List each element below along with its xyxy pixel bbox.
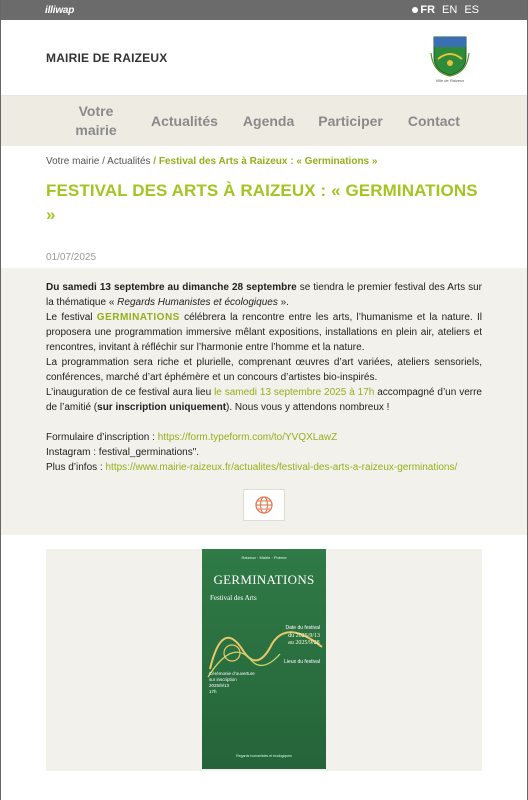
- form-line: [46, 430, 482, 445]
- paragraph-inauguration: [46, 385, 482, 415]
- poster-opening: Cérémonie d’ouverture sur inscription 2025/9/13 17h: [209, 671, 255, 694]
- festival-text-start: Le festival: [46, 312, 97, 323]
- form-label: Formulaire d’inscription :: [46, 432, 158, 443]
- breadcrumb-current: Festival des Arts à Raizeux : « Germinations »: [158, 156, 378, 167]
- breadcrumb: [1, 146, 527, 174]
- nav-item-agenda[interactable]: Agenda: [242, 112, 295, 129]
- breadcrumb-separator: /: [102, 156, 105, 167]
- poster-dates: du 2025/9/13 au 2025/9/28: [288, 633, 320, 646]
- nav-item-contact[interactable]: Contact: [407, 112, 460, 129]
- top-bar: [1, 0, 527, 20]
- more-info-label: Plus d’infos :: [46, 462, 106, 473]
- logo-caption: Ville de Raizeux: [435, 77, 465, 83]
- more-info-line: [46, 460, 482, 475]
- nav-item-actualites[interactable]: Actualités: [151, 112, 218, 129]
- poster-footer: Regards humanistes et écologiques: [236, 754, 292, 758]
- page-title: FESTIVAL DES ARTS À RAIZEUX : « GERMINATIONS »: [46, 181, 478, 224]
- poster-venues-heading: Lieux du festival: [284, 659, 320, 665]
- site-title[interactable]: MAIRIE DE RAIZEUX: [46, 50, 168, 65]
- illiwap-brand[interactable]: [45, 5, 74, 16]
- breadcrumb-home[interactable]: Votre mairie: [46, 156, 100, 167]
- crest-icon: [430, 33, 470, 77]
- main-nav: [1, 96, 527, 146]
- inauguration-text: L’inauguration de ce festival aura lieu: [46, 387, 215, 398]
- poster-top-text: Raizeux · Mairie · Poème: [241, 555, 287, 560]
- inauguration-text-end: ). Nous vous y attendons nombreux !: [226, 402, 390, 413]
- inauguration-date-link[interactable]: le samedi 13 septembre 2025 à 17h: [214, 387, 378, 398]
- instagram-line: Instagram : festival_germinations".: [46, 447, 200, 458]
- inauguration-text-mid: accompagné d’un verre de l’amitié (: [46, 387, 482, 413]
- spacer: [46, 415, 482, 430]
- paragraph-intro: [46, 280, 482, 310]
- paragraph-festival: [46, 310, 482, 355]
- breadcrumb-separator: /: [153, 156, 157, 167]
- poster-section: [46, 549, 482, 771]
- festival-poster[interactable]: [202, 549, 326, 769]
- lang-en[interactable]: EN: [442, 4, 458, 16]
- globe-icon: [254, 495, 274, 515]
- site-header: [1, 20, 527, 96]
- intro-text: se tiendra le premier festival des Arts sur la thématique «: [46, 282, 482, 308]
- publish-date: 01/07/2025: [46, 252, 97, 263]
- website-button[interactable]: [243, 489, 285, 521]
- language-switcher: [412, 4, 479, 16]
- nav-item-votre-mairie[interactable]: Votre mairie: [75, 103, 117, 138]
- poster-subtitle: Festival des Arts: [210, 594, 257, 602]
- lang-es[interactable]: ES: [464, 4, 479, 16]
- intro-theme: Regards Humanistes et écologiques: [117, 297, 278, 308]
- breadcrumb-section[interactable]: Actualités: [107, 156, 151, 167]
- crest-logo[interactable]: [429, 33, 471, 83]
- festival-name: GERMINATIONS: [96, 312, 180, 323]
- registration-note: sur inscription uniquement: [97, 402, 227, 413]
- paragraph-programme: La programmation sera riche et plurielle, comprenant œuvres d’art variées, ateliers sensoriels, conférences, marché d’art éphémère et un concours d’artistes bio-inspirés.: [46, 357, 482, 383]
- form-link[interactable]: https://form.typeform.com/to/YVQXLawZ: [157, 432, 338, 443]
- lang-fr[interactable]: FR: [412, 4, 435, 16]
- brand-name[interactable]: illiwap: [45, 4, 75, 16]
- festival-text: célébrera la rencontre entre les arts, l’humanisme et la nature. Il proposera une programmation immersive mêlant expositions, installations en plein air, ateliers et rencontres, invitant à réfléchir sur l’harmonie entre l’homme et la nature.: [46, 312, 482, 353]
- article-body: [1, 268, 527, 535]
- intro-end: ».: [277, 297, 289, 308]
- intro-dates: Du samedi 13 septembre au dimanche 28 septembre: [46, 282, 297, 293]
- poster-dates-heading: Date du festival: [285, 625, 320, 631]
- more-info-link[interactable]: https://www.mairie-raizeux.fr/actualites/festival-des-arts-a-raizeux-germinations/: [105, 462, 458, 473]
- nav-item-participer[interactable]: Participer: [318, 112, 383, 129]
- poster-title: GERMINATIONS: [213, 572, 315, 587]
